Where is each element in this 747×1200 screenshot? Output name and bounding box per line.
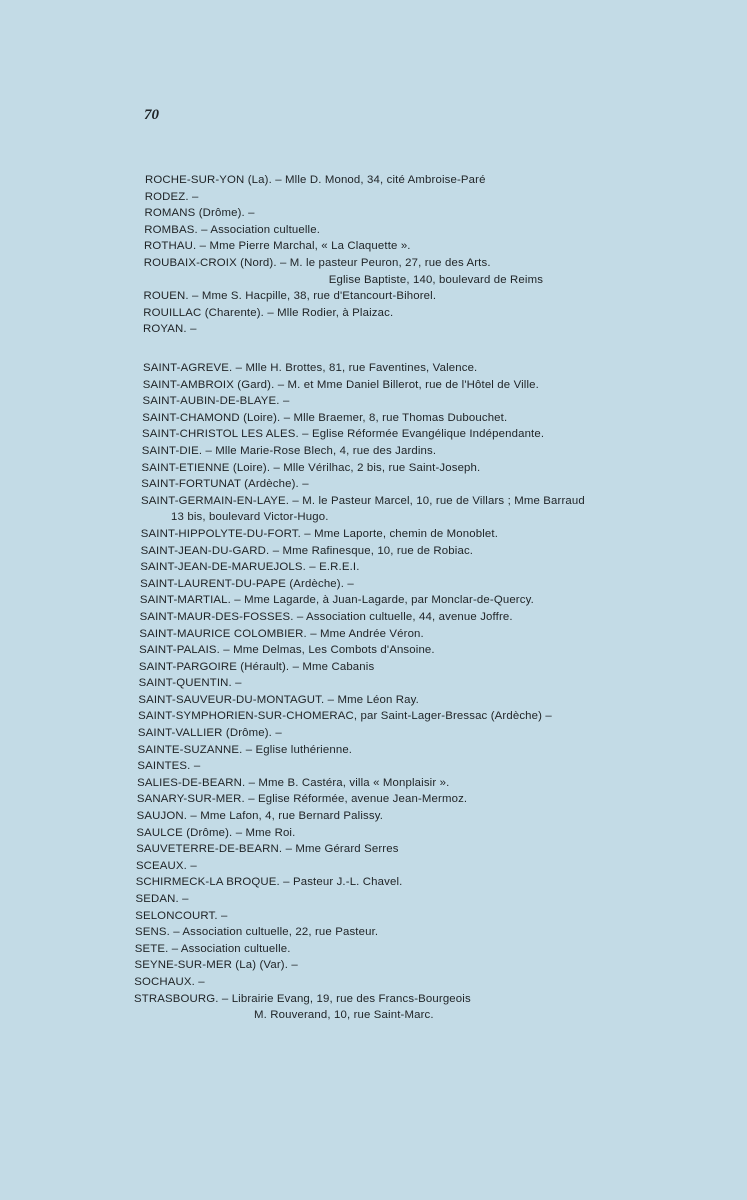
entry-detail: – M. et Mme Daniel Billerot, rue de l'Hôtel de Ville. xyxy=(277,378,539,391)
directory-entry xyxy=(143,393,747,410)
entry-detail: – Mlle D. Monod, 34, cité Ambroise-Paré xyxy=(275,174,486,186)
place-name: SAINT-AGREVE. xyxy=(143,362,233,374)
entry-detail: – Mme Pierre Marchal, « La Claquette ». xyxy=(199,240,411,253)
place-name: SAINT-JEAN-DE-MARUEJOLS. xyxy=(140,561,306,574)
directory-entry xyxy=(137,775,747,792)
entry-detail: – xyxy=(190,323,197,336)
directory-entry xyxy=(134,957,747,974)
directory-entry xyxy=(140,592,747,609)
place-name: SAINT-MARTIAL. xyxy=(139,594,231,607)
entry-detail: – Mme Rafinesque, 10, rue de Robiac. xyxy=(272,544,474,557)
directory-entry xyxy=(140,576,747,593)
entry-detail: – Mme B. Castéra, villa « Monplaisir ». xyxy=(248,776,450,789)
place-name: ROMANS (Drôme). xyxy=(144,207,245,220)
directory-entry xyxy=(141,543,747,560)
place-name: SALIES-DE-BEARN. xyxy=(137,776,246,789)
entry-detail: – Association cultuelle. xyxy=(201,223,321,236)
entry-detail: – xyxy=(190,859,197,872)
entry-detail: – M. le pasteur Peuron, 27, rue des Arts. xyxy=(279,256,491,269)
entry-detail: – Mme Gérard Serres xyxy=(285,843,399,856)
entry-detail: – xyxy=(193,760,201,773)
entry-detail: – Mme Roi. xyxy=(235,826,296,839)
place-name: SCHIRMECK-LA BROQUE. xyxy=(135,876,280,889)
entry-detail: – Mlle Vérilhac, 2 bis, rue Saint-Joseph. xyxy=(273,461,481,474)
place-name: ROCHE-SUR-YON (La). xyxy=(145,174,272,186)
place-name: SELONCOURT. xyxy=(135,909,218,922)
directory-entry xyxy=(145,205,747,222)
directory-entry xyxy=(136,841,747,858)
entry-detail: – Mme Delmas, Les Combots d'Ansoine. xyxy=(223,644,435,657)
entry-continuation: 13 bis, boulevard Victor-Hugo. xyxy=(171,511,329,524)
place-name: SAULCE (Drôme). xyxy=(136,826,233,839)
directory-entry xyxy=(143,321,747,338)
directory-entry xyxy=(145,172,747,189)
place-name: ROYAN. xyxy=(143,323,187,336)
place-name: ROMBAS. xyxy=(144,223,198,236)
place-name: SAINT-PARGOIRE (Hérault). xyxy=(138,660,290,673)
directory-entry xyxy=(142,443,747,460)
place-name: SAINT-DIE. xyxy=(141,444,203,457)
entry-continuation: Eglise Baptiste, 140, boulevard de Reims xyxy=(328,273,544,286)
directory-entry xyxy=(142,410,747,427)
place-name: SAINT-HIPPOLYTE-DU-FORT. xyxy=(140,527,301,540)
directory-entry xyxy=(135,908,747,925)
entry-detail: – Librairie Evang, 19, rue des Francs-Bourgeois xyxy=(221,992,471,1005)
directory-entry xyxy=(141,526,747,543)
place-name: SAINTE-SUZANNE. xyxy=(137,743,243,756)
entry-detail: – xyxy=(347,577,354,590)
place-name: SAINTES. xyxy=(137,760,191,773)
directory-entry xyxy=(136,825,747,842)
entry-detail: par Saint-Lager-Bressac (Ardèche) – xyxy=(360,710,552,723)
directory-entry xyxy=(144,255,747,288)
place-name: SAINT-MAURICE COLOMBIER. xyxy=(139,627,307,640)
place-name: SAUVETERRE-DE-BEARN. xyxy=(136,843,283,856)
place-name: SAINT-SYMPHORIEN-SUR-CHOMERAC, xyxy=(138,710,358,723)
place-name: SAINT-AMBROIX (Gard). xyxy=(142,378,275,391)
directory-entry xyxy=(144,288,747,305)
place-name: SAINT-LAURENT-DU-PAPE (Ardèche). xyxy=(140,577,345,590)
directory-entry xyxy=(140,559,747,576)
place-name: ROUILLAC (Charente). xyxy=(143,306,264,319)
directory-entry xyxy=(140,609,747,626)
place-name: STRASBOURG. xyxy=(134,992,219,1005)
place-name: SAINT-SAUVEUR-DU-MONTAGUT. xyxy=(138,693,325,706)
directory-entry xyxy=(141,493,747,526)
entry-detail: – E.R.E.I. xyxy=(309,561,360,574)
place-name: ROTHAU. xyxy=(144,240,197,253)
place-name: SAINT-ETIENNE (Loire). xyxy=(141,461,271,474)
place-name: SETE. xyxy=(134,942,169,955)
entry-detail: – Mme S. Hacpille, 38, rue d'Etancourt-Bihorel. xyxy=(192,290,437,303)
place-name: SAINT-CHRISTOL LES ALES. xyxy=(142,428,299,441)
directory-entry xyxy=(137,808,747,825)
directory-entry xyxy=(142,426,747,443)
entry-detail: – Association cultuelle, 22, rue Pasteur. xyxy=(173,926,379,939)
directory-entry xyxy=(144,238,747,255)
entry-detail: – xyxy=(221,909,228,922)
entry-detail: – Mlle Braemer, 8, rue Thomas Dubouchet. xyxy=(283,411,508,424)
place-name: RODEZ. xyxy=(144,190,189,203)
directory-entry xyxy=(135,924,747,941)
place-name: SAINT-VALLIER (Drôme). xyxy=(137,727,272,740)
entry-detail: – Pasteur J.-L. Chavel. xyxy=(283,876,403,889)
place-name: SAUJON. xyxy=(136,810,188,823)
directory-entry xyxy=(139,675,747,692)
place-name: SAINT-QUENTIN. xyxy=(138,677,232,690)
directory-entry xyxy=(138,692,747,709)
place-name: SAINT-CHAMOND (Loire). xyxy=(142,411,281,424)
directory-list-s xyxy=(0,360,747,1024)
directory-entry xyxy=(139,659,747,676)
directory-entry xyxy=(144,222,747,239)
place-name: SENS. xyxy=(134,926,170,939)
directory-entry xyxy=(139,626,747,643)
entry-detail: – xyxy=(291,959,298,972)
directory-entry xyxy=(136,858,747,875)
entry-detail: – xyxy=(192,190,199,203)
entry-detail: – Mlle Marie-Rose Blech, 4, rue des Jardins. xyxy=(205,444,437,457)
entry-detail: – Association cultuelle, 44, avenue Joffre. xyxy=(296,610,513,623)
entry-detail: – xyxy=(182,893,189,905)
directory-entry xyxy=(143,305,747,322)
entry-detail: – Mme Lagarde, à Juan-Lagarde, par Monclar-de-Quercy. xyxy=(234,594,534,607)
directory-entry xyxy=(137,758,747,775)
entry-detail: – Mme Lafon, 4, rue Bernard Palissy. xyxy=(190,810,384,823)
entry-detail: – Mme Léon Ray. xyxy=(327,693,419,706)
place-name: SCEAUX. xyxy=(135,859,187,872)
directory-entry xyxy=(138,742,747,759)
directory-entry xyxy=(139,642,747,659)
entry-detail: – Eglise Réformée, avenue Jean-Mermoz. xyxy=(248,793,468,806)
entry-detail: – Mlle H. Brottes, 81, rue Faventines, Valence. xyxy=(235,362,478,374)
directory-entry xyxy=(145,189,747,206)
entry-detail: – xyxy=(248,207,255,220)
directory-entry xyxy=(137,791,747,808)
directory-entry xyxy=(136,874,747,891)
directory-entry xyxy=(143,360,747,377)
place-name: SAINT-FORTUNAT (Ardèche). xyxy=(141,478,299,491)
entry-detail: – xyxy=(302,478,309,491)
directory-entry xyxy=(141,476,747,493)
entry-detail: – xyxy=(198,975,205,988)
entry-detail: – Mme Andrée Véron. xyxy=(310,627,424,640)
entry-detail: – Mme Laporte, chemin de Monoblet. xyxy=(304,527,499,540)
entry-detail: – Mlle Rodier, à Plaizac. xyxy=(267,306,394,319)
directory-list-r xyxy=(0,172,747,338)
entry-detail: – xyxy=(282,395,290,408)
directory-entry xyxy=(138,708,747,725)
entry-detail: – xyxy=(275,727,282,740)
entry-detail: – Association cultuelle. xyxy=(171,942,291,955)
entry-detail: – Eglise luthérienne. xyxy=(245,743,353,756)
place-name: ROUEN. xyxy=(143,290,189,303)
entry-detail: – Mme Cabanis xyxy=(292,660,375,673)
place-name: SANARY-SUR-MER. xyxy=(136,793,245,806)
place-name: SAINT-GERMAIN-EN-LAYE. xyxy=(141,494,290,507)
place-name: SAINT-AUBIN-DE-BLAYE. xyxy=(142,395,280,408)
entry-detail: – Eglise Réformée Evangélique Indépendante. xyxy=(302,428,545,441)
directory-entry xyxy=(138,725,747,742)
place-name: SAINT-PALAIS. xyxy=(139,644,220,657)
place-name: SEYNE-SUR-MER (La) (Var). xyxy=(134,959,289,972)
place-name: SAINT-MAUR-DES-FOSSES. xyxy=(139,610,294,623)
place-name: SAINT-JEAN-DU-GARD. xyxy=(140,544,270,557)
place-name: SOCHAUX. xyxy=(134,975,195,988)
directory-entry xyxy=(135,891,747,908)
place-name: SEDAN. xyxy=(135,893,179,905)
page-number: 70 xyxy=(144,107,159,123)
directory-entry xyxy=(134,991,747,1024)
directory-entry xyxy=(143,377,747,394)
directory-entry xyxy=(135,941,747,958)
entry-detail: – M. le Pasteur Marcel, 10, rue de Villars ; Mme Barraud xyxy=(292,494,585,507)
directory-entry xyxy=(134,974,747,991)
entry-continuation: M. Rouverand, 10, rue Saint-Marc. xyxy=(254,1009,434,1022)
directory-entry xyxy=(142,460,747,477)
entry-detail: – xyxy=(235,677,242,690)
place-name: ROUBAIX-CROIX (Nord). xyxy=(143,256,277,269)
